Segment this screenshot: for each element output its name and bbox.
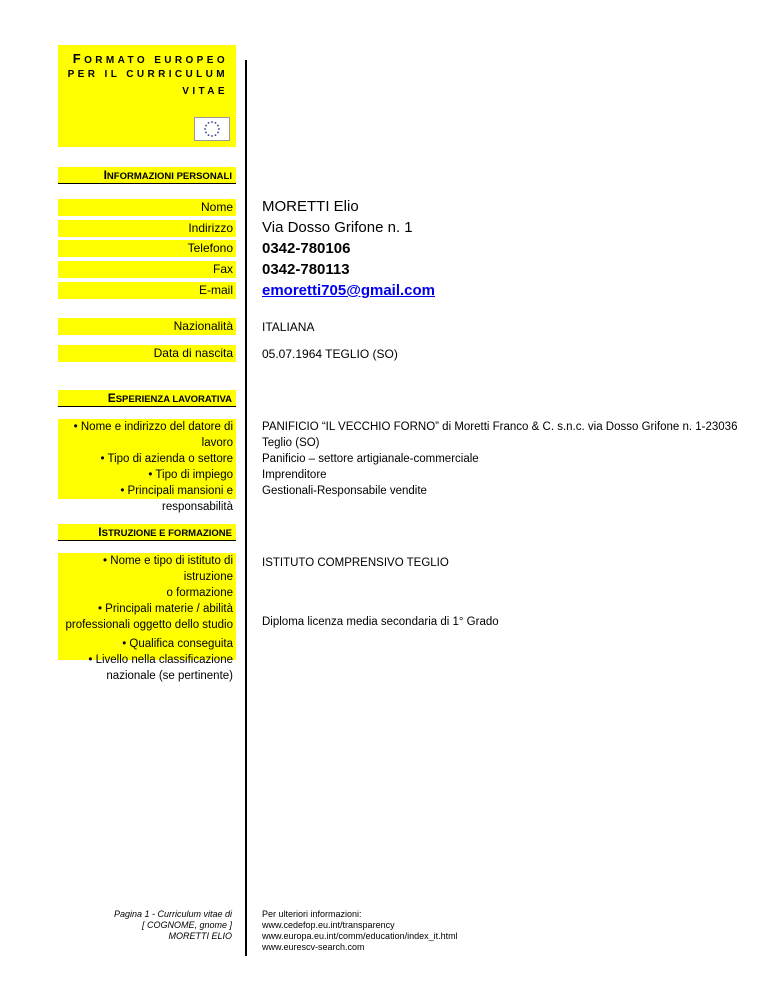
name-label: Nome xyxy=(58,199,236,216)
label-duties: • Principali mansioni e responsabilità xyxy=(120,485,233,513)
footer-name: MORETTI ELIO xyxy=(168,931,232,941)
section-work-experience xyxy=(58,390,236,407)
address-label: Indirizzo xyxy=(58,220,236,237)
section-personal-info xyxy=(58,167,236,184)
label-level: • Livello nella classificazione xyxy=(88,654,233,666)
vertical-divider xyxy=(245,60,247,956)
label-qualification: • Qualifica conseguita xyxy=(122,638,233,650)
eu-flag-icon xyxy=(194,117,230,141)
label-employer: • Nome e indirizzo del datore di xyxy=(73,421,233,433)
address-value: Via Dosso Grifone n. 1 xyxy=(262,219,413,236)
header-line-2: PER IL CURRICULUM xyxy=(67,69,228,80)
phone-value: 0342-780106 xyxy=(262,240,351,257)
footer-link-europa[interactable]: www.europa.eu.int/comm/education/index_it.html xyxy=(262,931,458,941)
qualification-value: Diploma licenza media secondaria di 1° Grado xyxy=(262,616,499,628)
birth-value: 05.07.1964 TEGLIO (SO) xyxy=(262,347,398,361)
work-labels xyxy=(58,419,236,513)
section-education xyxy=(58,524,236,541)
page-footer-left xyxy=(58,909,232,942)
education-labels xyxy=(58,553,236,682)
footer-page: Pagina 1 - Curriculum vitae di xyxy=(113,909,232,919)
fax-label: Fax xyxy=(58,261,236,278)
label-subjects: • Principali materie / abilità xyxy=(97,603,233,615)
phone-label: Telefono xyxy=(58,240,236,257)
footer-link-eurescv[interactable]: www.eurescv-search.com xyxy=(262,942,365,952)
footer-placeholder: [ COGNOME, gnome ] xyxy=(141,920,232,930)
duties-value: Gestionali-Responsabile vendite xyxy=(262,485,427,497)
section-title: INFORMAZIONI PERSONALI xyxy=(103,168,232,182)
page-footer-right xyxy=(262,909,458,953)
label-institute: • Nome e tipo di istituto di istruzione xyxy=(103,555,233,583)
header-line-1: FORMATO EUROPEO xyxy=(72,51,228,66)
label-subjects-cont: professionali oggetto dello studio xyxy=(65,619,233,631)
section-title: ISTRUZIONE E FORMAZIONE xyxy=(98,525,232,539)
section-title: ESPERIENZA LAVORATIVA xyxy=(107,391,232,405)
header-line-3: VITAE xyxy=(182,86,228,97)
footer-info-title: Per ulteriori informazioni: xyxy=(262,909,362,919)
footer-link-cedefop[interactable]: www.cedefop.eu.int/transparency xyxy=(262,920,395,930)
label-institute-cont: o formazione xyxy=(166,587,233,599)
work-values xyxy=(262,419,737,499)
label-employer-cont: lavoro xyxy=(201,437,233,449)
label-job: • Tipo di impiego xyxy=(148,469,233,481)
nationality-value: ITALIANA xyxy=(262,320,315,334)
email-label: E-mail xyxy=(58,282,236,299)
fax-value: 0342-780113 xyxy=(262,261,350,278)
name-value: MORETTI Elio xyxy=(262,198,359,215)
email-link[interactable]: emoretti705@gmail.com xyxy=(262,282,436,299)
birth-label: Data di nascita xyxy=(58,345,236,362)
employer-value: PANIFICIO “IL VECCHIO FORNO” di Moretti Franco & C. s.n.c. via Dosso Grifone n. 1-23036 xyxy=(262,421,738,433)
label-sector: • Tipo di azienda o settore xyxy=(100,453,233,465)
label-level-cont: nazionale (se pertinente) xyxy=(106,670,233,682)
job-value: Imprenditore xyxy=(262,469,327,481)
institute-value: ISTITUTO COMPRENSIVO TEGLIO xyxy=(262,557,449,569)
nationality-label: Nazionalità xyxy=(58,318,236,335)
sector-value: Panificio – settore artigianale-commerciale xyxy=(262,453,479,465)
employer-value-cont: Teglio (SO) xyxy=(262,437,320,449)
